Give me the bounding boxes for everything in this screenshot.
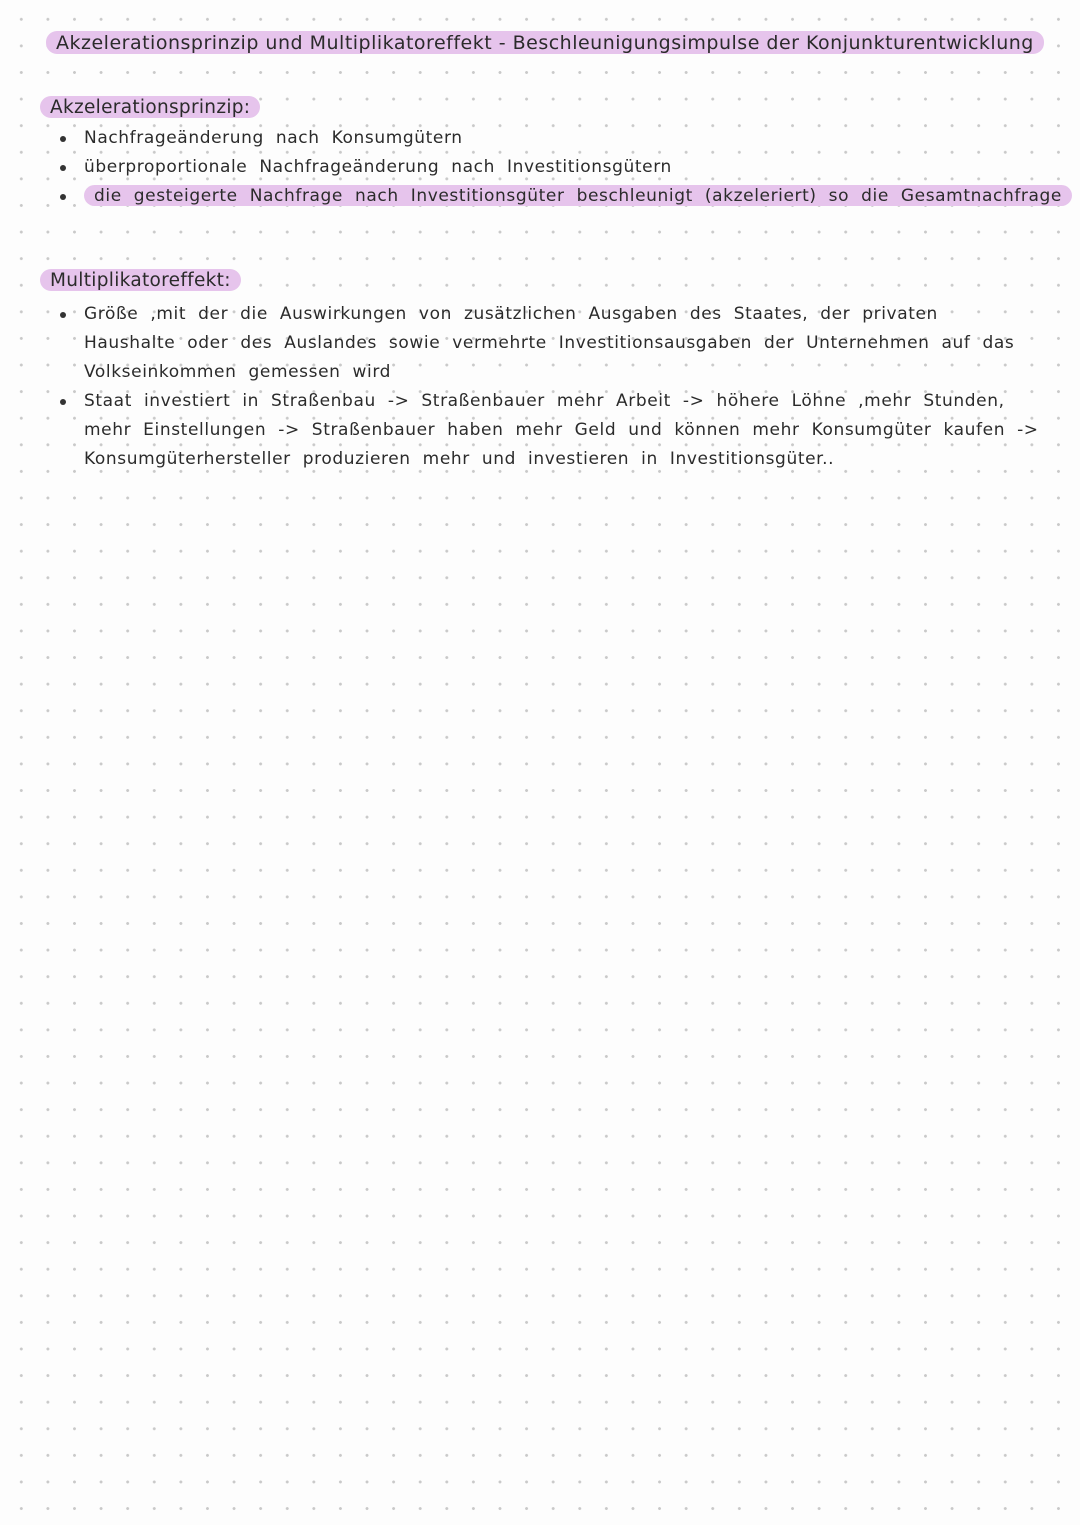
section-heading-text: Multiplikatoreffekt:: [40, 269, 241, 291]
list-item: [60, 387, 1040, 474]
bullet-list-multiplikatoreffekt: [60, 300, 1040, 474]
list-item-text: Größe ,mit der die Auswirkungen von zusätzlichen Ausgaben des Staates, der privaten Haushalte oder des Auslandes sowie vermehrte Investitionsausgaben der Unternehmen auf das Volkseinkommen gemessen wird: [84, 304, 1015, 382]
list-item-text: Nachfrageänderung nach Konsumgütern: [84, 128, 463, 148]
page-title: [46, 32, 1046, 54]
page-title-text: Akzelerationsprinzip und Multiplikatoreffekt - Beschleunigungsimpulse der Konjunkturentwicklung: [46, 31, 1044, 54]
bullet-icon: [60, 136, 66, 142]
bullet-icon: [60, 312, 66, 318]
bullet-icon: [60, 194, 66, 200]
bullet-list-akzelerationsprinzip: [60, 124, 1062, 211]
list-item: [60, 182, 1062, 211]
list-item: [60, 300, 1040, 387]
bullet-icon: [60, 399, 66, 405]
list-item: [60, 153, 1040, 182]
section-heading-text: Akzelerationsprinzip:: [40, 96, 260, 118]
bullet-icon: [60, 165, 66, 171]
section-heading-multiplikatoreffekt: [40, 270, 241, 291]
list-item: [60, 124, 1040, 153]
section-heading-akzelerationsprinzip: [40, 97, 260, 118]
list-item-text-highlighted: die gesteigerte Nachfrage nach Investitionsgüter beschleunigt (akzeleriert) so die Gesamtnachfrage: [84, 185, 1072, 206]
list-item-text: Staat investiert in Straßenbau -> Straßenbauer mehr Arbeit -> höhere Löhne ,mehr Stunden, mehr Einstellungen -> Straßenbauer haben mehr Geld und können mehr Konsumgüter kaufen -> Konsumgüterhersteller produzieren mehr und investieren in Investitionsgüter..: [84, 391, 1039, 469]
list-item-text: überproportionale Nachfrageänderung nach Investitionsgütern: [84, 157, 672, 177]
